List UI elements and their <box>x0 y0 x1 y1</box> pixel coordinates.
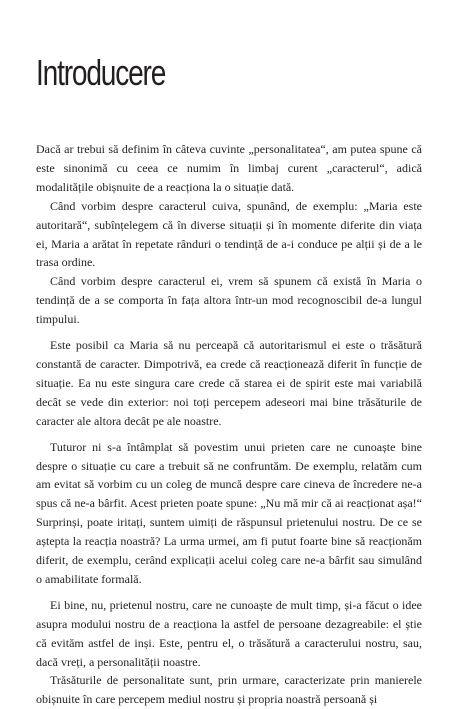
chapter-body <box>36 133 422 709</box>
paragraph: Dacă ar trebui să definim în câteva cuvinte „personalitatea“, am putea spune că este sinonimă cu ceea ce numim în limbaj curent „caracterul“, adică modalitățile obișnuite de a reacționa la o situație dată. <box>36 142 422 194</box>
paragraph: Trăsăturile de personalitate sunt, prin urmare, caracterizate prin manierele obișnuite în care percepem mediul nostru și propria noastră persoană și <box>36 673 422 707</box>
paragraph: Ei bine, nu, prietenul nostru, care ne cunoaște de mult timp, și-a făcut o idee asupra modului nostru de a reacționa la astfel de persoane dezagreabile: el știe că evităm astfel de inși. Este, pentru el, o trăsătură a caracterului nostru, sau, dacă vreți, a personalității noastre. <box>36 597 422 669</box>
paragraph: Când vorbim despre caracterul ei, vrem să spunem că există în Maria o tendință de a se comporta în fața altora într-un mod recognoscibil de-a lungul timpului. <box>36 274 422 327</box>
paragraph: Tuturor ni s-a întâmplat să povestim unui prieten care ne cunoaște bine despre o situație cu care a trebuit să ne confruntăm. De exemplu, relatăm cum am evitat să vorbim cu un coleg de muncă despre care cineva de încredere ne-a spus că ne-a bârfit. Acest prieten poate spune: „Nu mă mir că ai reacționat așa!“ Surprinși, poate iritați, suntem uimiți de răspunsul prietenului nostru. De ce se aștepta la reacția noastră? La urma urmei, am fi putut foarte bine să reacționăm diferit, de exemplu, cerând explicații acelui coleg care ne-a bârfit sau simulând o amabilitate formală. <box>36 439 422 586</box>
paragraph: Este posibil ca Maria să nu perceapă că autoritarismul ei este o trăsătură constantă de caracter. Dimpotrivă, ea crede că reacționează diferit în funcție de situație. Ea nu este singura care crede că starea ei de spirit este mai variabilă decât se vede din exterior: noi toți percepem adeseori mai bine trăsăturile de caracter ale altora decât pe ale noastre. <box>36 338 422 428</box>
chapter-title: Introducere <box>36 52 166 93</box>
paragraph: Când vorbim despre caracterul cuiva, spunând, de exemplu: „Maria este autoritară“, subînțelegem că în diverse situații și în momente diferite din viața ei, Maria a arătat în repetate rânduri o tendință de a-i conduce pe alții și de a le trasa ordine. <box>36 198 422 270</box>
